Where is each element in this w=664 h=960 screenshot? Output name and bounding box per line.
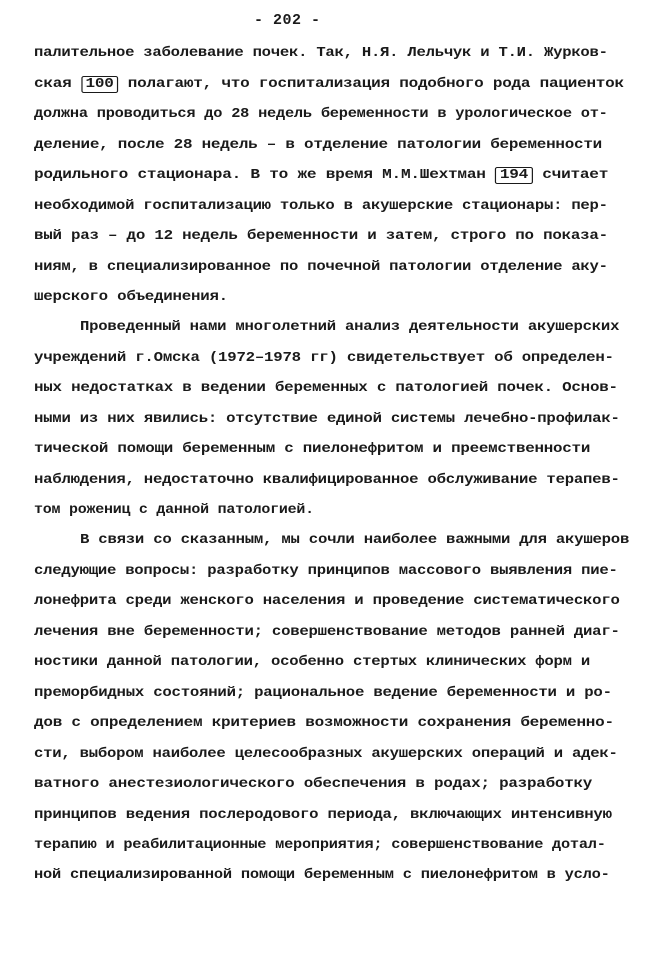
text-line: дов с определением критериев возможности сохранения беременно- xyxy=(34,716,614,731)
text-segment: ская xyxy=(34,77,81,92)
text-line: ных недостатках в ведении беременных с патологией почек. Основ- xyxy=(34,381,618,396)
text-line: В связи со сказанным, мы сочли наиболее важными для акушеров xyxy=(80,533,630,548)
text-line: ностики данной патологии, особенно стертых клинических форм и xyxy=(34,655,590,670)
text-line: принципов ведения послеродового периода, включающих интенсивную xyxy=(34,808,612,823)
text-segment: считает xyxy=(532,168,609,183)
text-line: палительное заболевание почек. Так, Н.Я. Лельчук и Т.И. Журков- xyxy=(34,46,608,61)
text-segment: полагают, что госпитализация подобного рода пациенток xyxy=(118,77,624,92)
text-line: терапию и реабилитационные мероприятия; совершенствование дотал- xyxy=(34,838,606,853)
citation-ref: 194 xyxy=(495,167,533,184)
text-line xyxy=(34,168,608,183)
text-line: лечения вне беременности; совершенствование методов ранней диаг- xyxy=(34,625,620,640)
text-line: шерского объединения. xyxy=(34,290,228,305)
text-line: ниям, в специализированное по почечной патологии отделение аку- xyxy=(34,260,608,275)
text-line: вый раз – до 12 недель беременности и затем, строго по показа- xyxy=(34,229,608,244)
text-segment: родильного стационара. В то же время М.М.Шехтман xyxy=(34,168,496,183)
text-line: наблюдения, недостаточно квалифицированное обслуживание терапев- xyxy=(34,473,620,488)
text-line: лонефрита среди женского населения и проведение систематического xyxy=(34,594,620,609)
text-line: ными из них явились: отсутствие единой системы лечебно-профилак- xyxy=(34,412,620,427)
text-line: деление, после 28 недель – в отделение патологии беременности xyxy=(34,138,602,153)
text-line: сти, выбором наиболее целесообразных акушерских операций и адек- xyxy=(34,747,618,762)
text-line: учреждений г.Омска (1972–1978 гг) свидетельствует об определен- xyxy=(34,351,614,366)
text-line: следующие вопросы: разработку принципов массового выявления пие- xyxy=(34,564,618,579)
text-line: ной специализированной помощи беременным с пиелонефритом в усло- xyxy=(34,868,610,883)
text-line: ватного анестезиологического обеспечения в родах; разработку xyxy=(34,777,593,792)
text-line: должна проводиться до 28 недель беременности в урологическое от- xyxy=(34,107,608,122)
text-line: Проведенный нами многолетний анализ деятельности акушерских xyxy=(80,320,620,335)
citation-ref: 100 xyxy=(81,76,119,93)
page-number: - 202 - xyxy=(254,12,321,29)
text-line: тической помощи беременным с пиелонефритом и преемственности xyxy=(34,442,591,457)
text-line: необходимой госпитализацию только в акушерские стационары: пер- xyxy=(34,199,608,214)
text-line: преморбидных состояний; рациональное ведение беременности и ро- xyxy=(34,686,612,701)
text-line: том рожениц с данной патологией. xyxy=(34,503,314,518)
text-line xyxy=(34,77,624,92)
